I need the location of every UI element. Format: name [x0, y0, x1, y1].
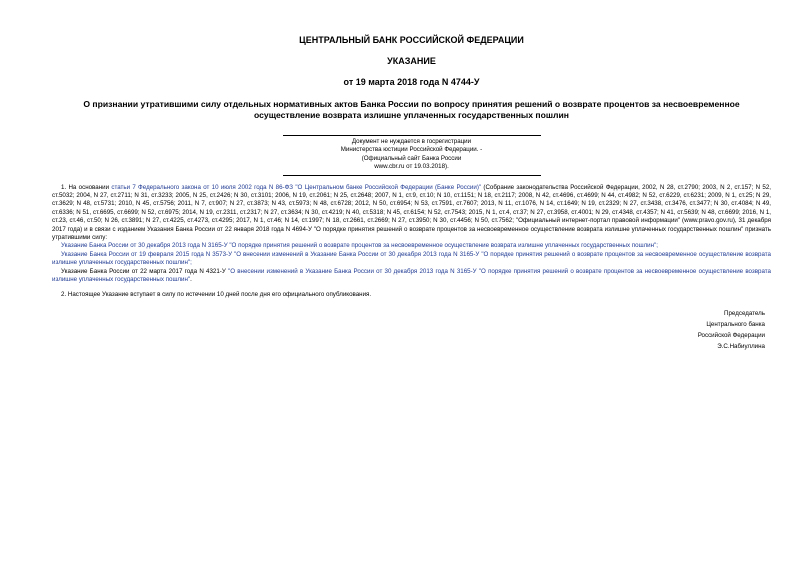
item-3-end: .: [190, 276, 192, 284]
signature-line: Центрального банка: [706, 320, 765, 328]
document-date-number: от 19 марта 2018 года N 4744-У: [343, 77, 480, 87]
paragraph-2: 2. Настоящее Указание вступает в силу по истечении 10 дней после дня его официального опубликования.: [61, 290, 372, 298]
item-3-start: Указание Банка России от 22 марта 2017 года N 4321-У: [61, 267, 229, 275]
note-line: (Официальный сайт Банка России: [361, 154, 462, 162]
paragraph-1-start: 1. На основании: [61, 183, 112, 191]
bottom-divider: [283, 175, 541, 176]
note-line: Документ не нуждается в госрегистрации: [351, 138, 472, 145]
signature-line: Российской Федерации: [697, 331, 765, 339]
instruction-3165-link[interactable]: Указание Банка России от 30 декабря 2013 года N 3165-У "О порядке принятия решений о возврате процентов за несвоевременное осуществление возврата излишне уплаченных государственных пошлин";: [61, 242, 658, 250]
top-divider: [283, 135, 541, 136]
instruction-3573-link[interactable]: Указание Банка России от 19 февраля 2015 года N 3573-У "О внесении изменений в Указание Банка России от 30 декабря 2013 года N 3165-У "О порядке принятия решений о возврате процентов за несвоевременное осуществление возврата излишне уплаченных государственных пошлин";: [52, 250, 771, 267]
paragraph-1: [52, 184, 771, 243]
registration-note: [52, 138, 771, 172]
federal-law-link[interactable]: статьи 7 Федерального закона от 10 июля 2002 года N 86-ФЗ "О Центральном банке Российской Федерации (Банке России)": [111, 183, 482, 191]
note-line: www.cbr.ru от 19.03.2018).: [374, 163, 449, 171]
note-line: Министерства юстиции Российской Федерации. -: [340, 146, 483, 154]
signature-name: Э.С.Набиуллина: [717, 342, 765, 350]
signature-block: [52, 308, 771, 352]
signature-line: Председатель: [724, 309, 765, 317]
repealed-item-3: [52, 268, 771, 285]
paragraph-1-text: (Собрание законодательства Российской Федерации, 2002, N 28, ст.2790; 2003, N 2, ст.157; N 52, ст.5032; 2004, N 27, ст.2711; N 31, ст.3233; 2005, N 25, ст.2426; N 30, ст.3101; 2006, N 19, ст.2061; N 25, ст.2648; 2007, N 1, ст.9, ст.10; N 10, ст.1151; N 18, ст.2117; 2008, N 42, ст.4696, ст.4699; N 44, ст.4982; N 52, ст.6229, ст.6231; 2009, N 1, ст.25; N 29, ст.3629; N 48, ст.5731; 2010, N 45, ст.5756; 2011, N 7, ст.907; N 27, ст.3873; N 43, ст.5973; N 48, ст.6728; 2012, N 50, ст.6954; N 53, ст.7591, ст.7607; 2013, N 11, ст.1076, N 14, ст.1649; N 19, ст.2329; N 27, ст.3438, ст.3476, ст.3477; N 30, ст.4084; N 49, ст.6336; N 51, ст.6695, ст.6699; N 52, ст.6975; 2014, N 19, ст.2311, ст.2317; N 27, ст.3634; N 30, ст.4219; N 40, ст.5318; N 45, ст.6154; N 52, ст.7543; 2015, N 1, ст.4, ст.37; N 27, ст.3958, ст.4001; N 29, ст.4348, ст.4357; N 41, ст.5639; N 48, ст.6699; 2016, N 1, ст.23, ст.46, ст.50; N 26, ст.3891; N 27, ст.4225, ст.4273, ст.4295; 2017, N 1, ст.46; N 14, ст.1997; N 18, ст.2661, ст.2669; N 27, ст.3950; N 30, ст.4456; N 50, ст.7562; "Официальный интернет-портал правовой информации" (www.pravo.gov.ru), 31 декабря 2017 года) и в связи с изданием Указания Банка России от 22 января 2018 года N 4694-У "О порядке принятия решений о возврате процентов за несвоевременное осуществление возврата излишне уплаченных государственных пошлин" признать утратившими силу:: [52, 183, 771, 242]
instruction-4321-link[interactable]: "О внесении изменений в Указание Банка России от 30 декабря 2013 года N 3165-У "О порядке принятия решений о возврате процентов за несвоевременное осуществление возврата излишне уплаченных государственных пошлин": [52, 267, 771, 284]
repealed-item-2: [52, 251, 771, 268]
issuer-heading: ЦЕНТРАЛЬНЫЙ БАНК РОССИЙСКОЙ ФЕДЕРАЦИИ: [299, 35, 524, 45]
repealed-item-1: [52, 242, 771, 250]
document-type: УКАЗАНИЕ: [387, 56, 436, 66]
document-title: О признании утратившими силу отдельных нормативных актов Банка России по вопросу принятия решений о возврате процентов за несвоевременное осуществление возврата излишне уплаченных государственных пошлин: [83, 99, 740, 120]
document-body: [52, 184, 771, 299]
